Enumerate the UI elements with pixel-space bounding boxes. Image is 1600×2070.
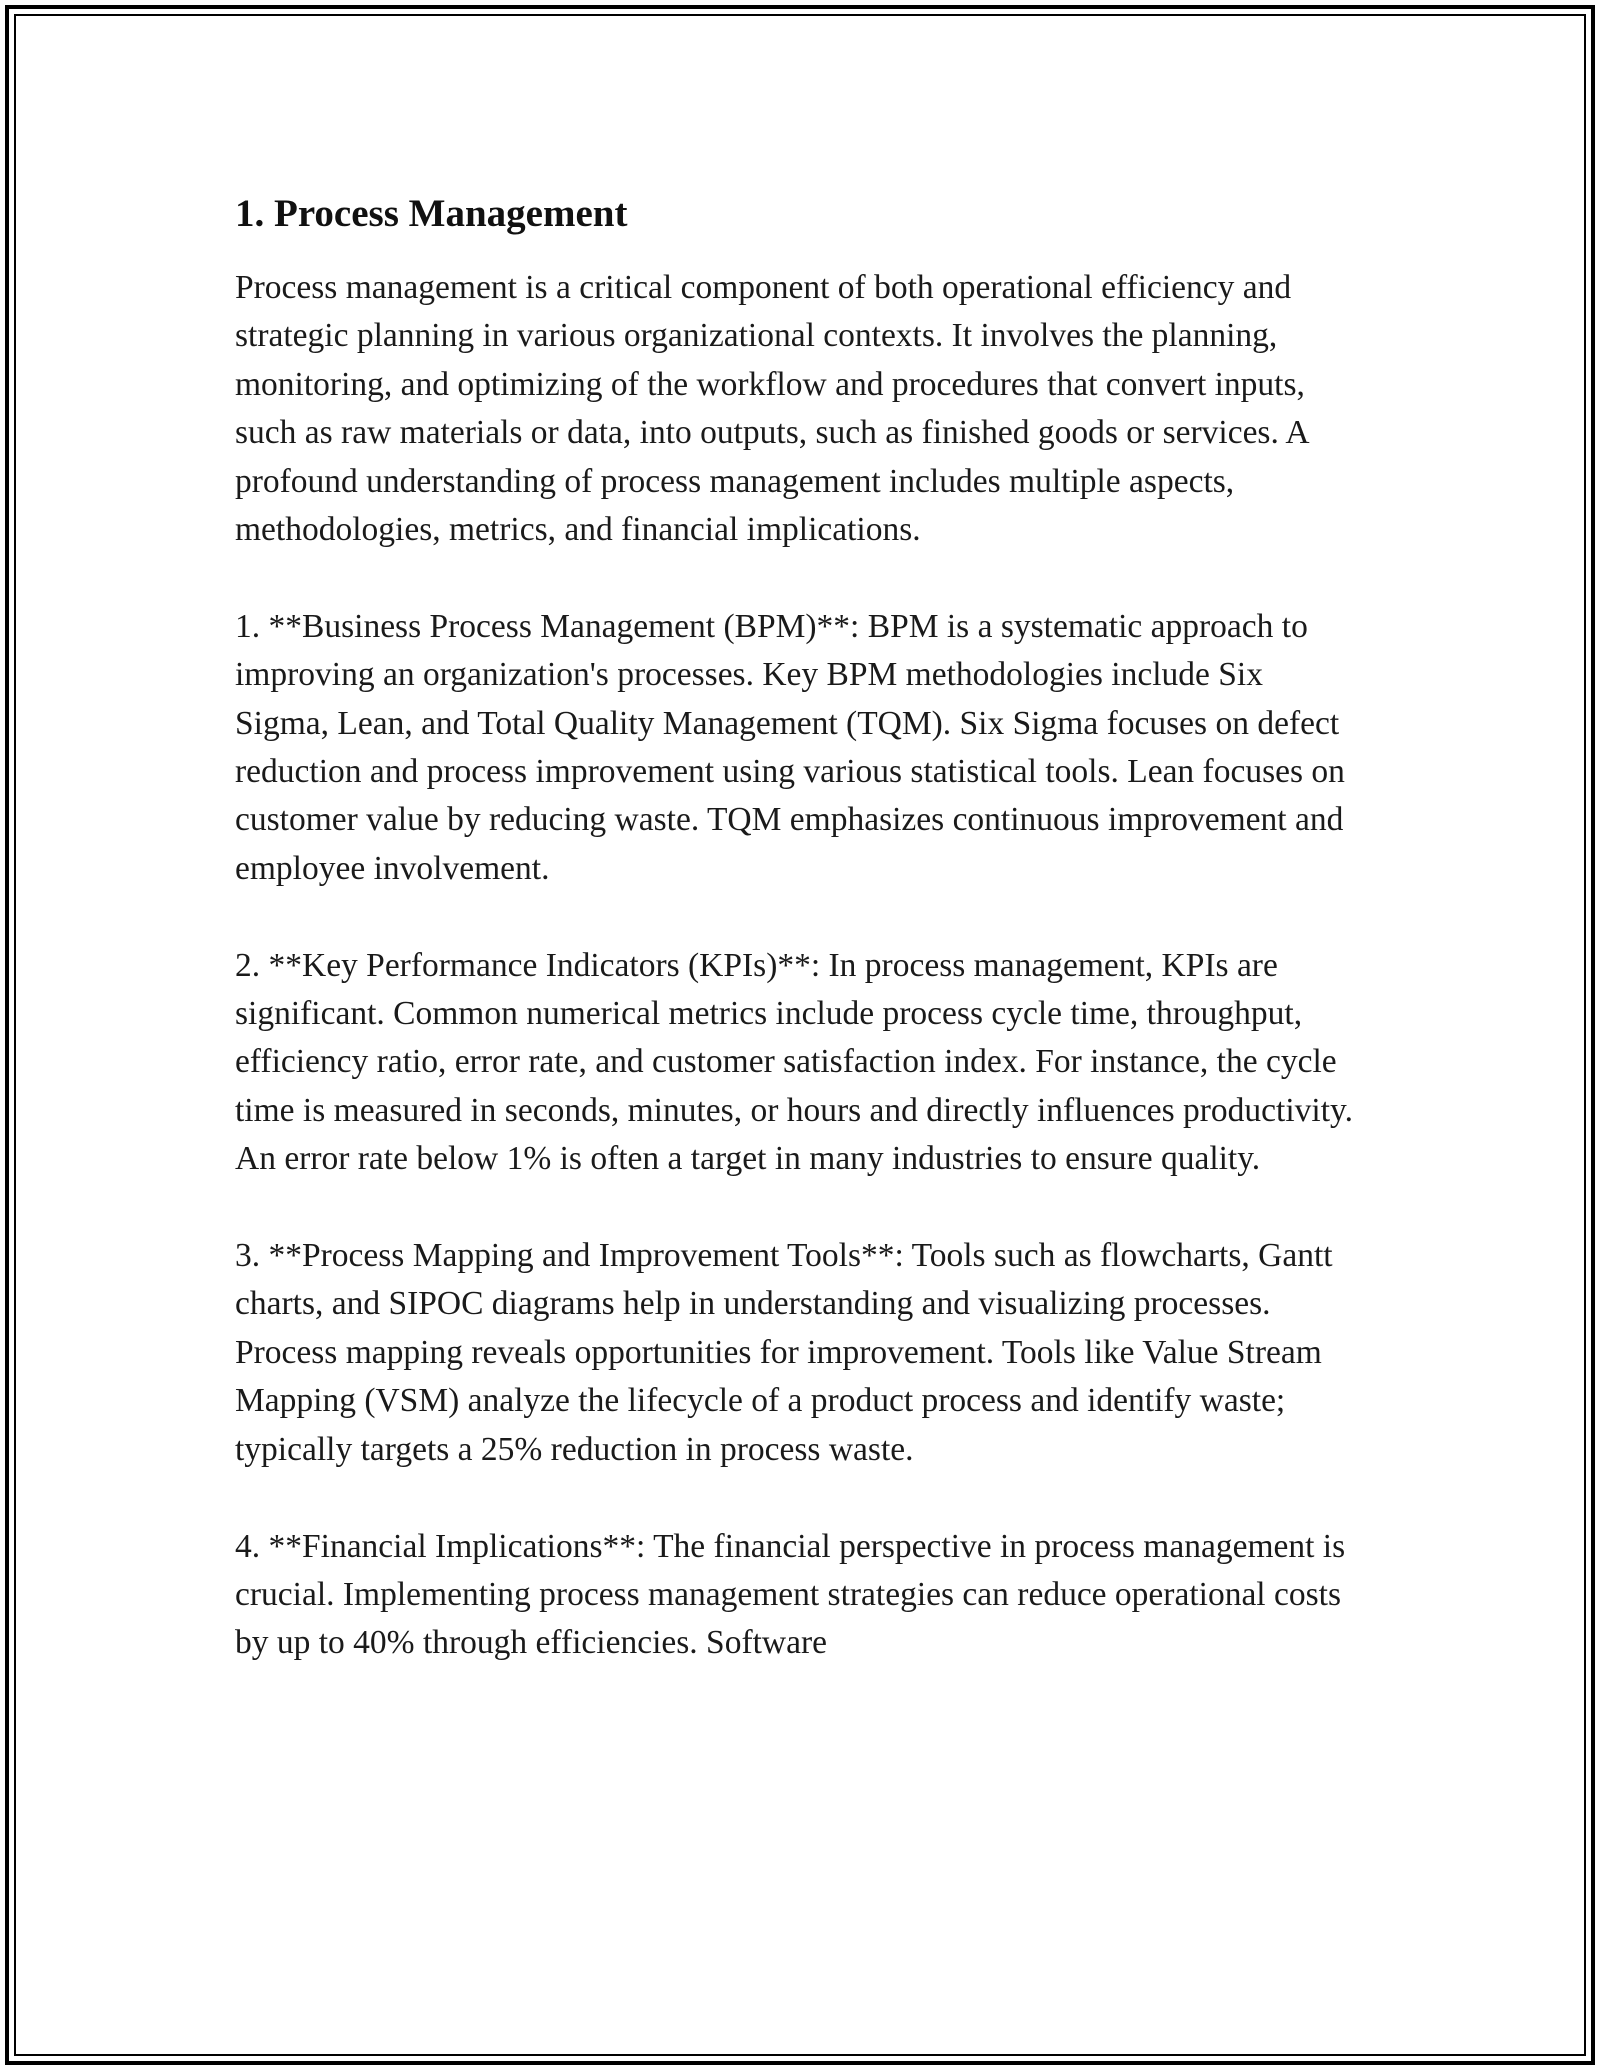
section-heading: 1. Process Management bbox=[235, 192, 628, 235]
bpm-paragraph: 1. **Business Process Management (BPM)**: BPM is a systematic approach to improving an organization's processes. Key BPM methodologies include Six Sigma, Lean, and Total Quality Management (TQM). Six Sigma focuses on defect reduction and process improvement using various statistical tools. Lean focuses on customer value by reducing waste. TQM emphasizes continuous improvement and employee involvement. bbox=[235, 607, 1345, 887]
document-body bbox=[235, 190, 1365, 1716]
kpi-paragraph: 2. **Key Performance Indicators (KPIs)**: In process management, KPIs are significant. Common numerical metrics include process cycle time, throughput, efficiency ratio, error rate, and customer satisfaction index. For instance, the cycle time is measured in seconds, minutes, or hours and directly influences productivity. An error rate below 1% is often a target in many industries to ensure quality. bbox=[235, 946, 1353, 1178]
intro-paragraph: Process management is a critical component of both operational efficiency and strategic planning in various organizational contexts. It involves the planning, monitoring, and optimizing of the workflow and procedures that convert inputs, such as raw materials or data, into outputs, such as finished goods or services. A profound understanding of process management includes multiple aspects, methodologies, metrics, and financial implications. bbox=[235, 269, 1308, 549]
process-mapping-paragraph: 3. **Process Mapping and Improvement Tools**: Tools such as flowcharts, Gantt charts, and SIPOC diagrams help in understanding and visualizing processes. Process mapping reveals opportunities for improvement. Tools like Value Stream Mapping (VSM) analyze the lifecycle of a product process and identify waste; typically targets a 25% reduction in process waste. bbox=[235, 1237, 1333, 1468]
financial-implications-paragraph: 4. **Financial Implications**: The financial perspective in process management is crucial. Implementing process management strategies can reduce operational costs by up to 40% through efficiencies. Software bbox=[235, 1527, 1346, 1662]
